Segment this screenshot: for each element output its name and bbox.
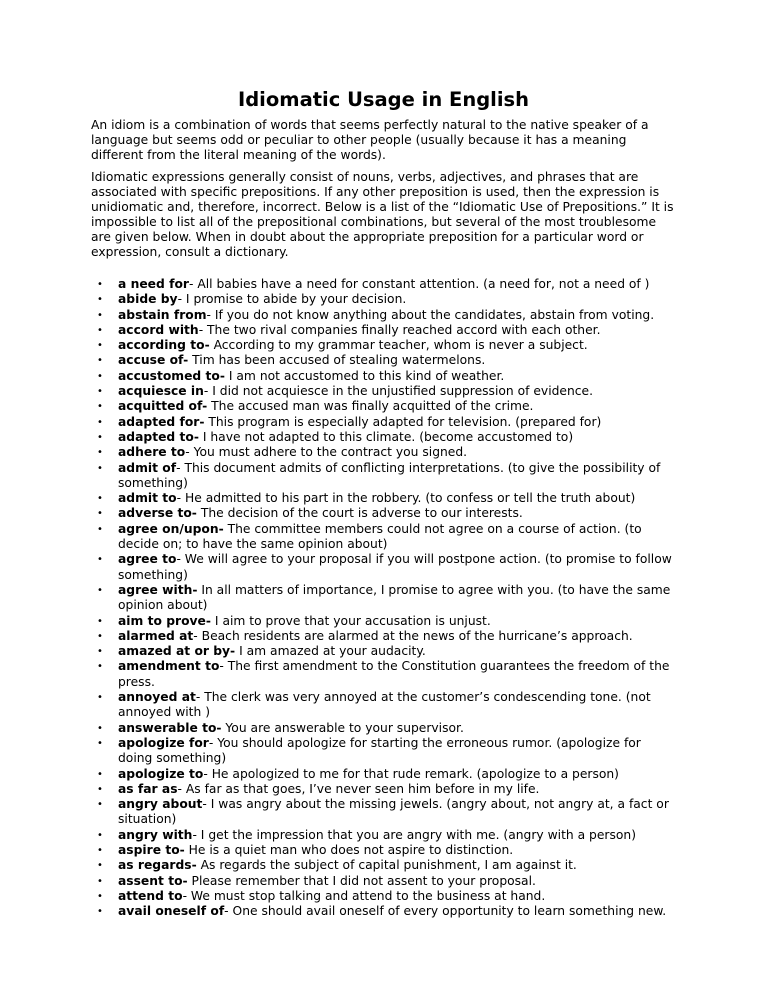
bullet-icon: •	[97, 386, 103, 398]
idiom-example: - As far as that goes, I’ve never seen him before in my life.	[177, 781, 540, 796]
list-item	[97, 735, 676, 767]
document-title: Idiomatic Usage in English	[237, 88, 530, 111]
idiom-example: - I was angry about the missing jewels. (angry about, not angry at, a fact or situation)	[118, 797, 669, 827]
idiom-example: - I promise to abide by your decision.	[177, 292, 407, 307]
list-item	[97, 781, 676, 797]
bullet-icon: •	[97, 584, 103, 596]
idiom-example: - He admitted to his part in the robbery. (to confess or tell the truth about)	[176, 491, 636, 506]
bullet-icon: •	[97, 646, 103, 658]
idiom-term: accuse of-	[118, 353, 189, 368]
list-item	[97, 628, 676, 644]
idiom-example: As regards the subject of capital punishment, I am against it.	[196, 858, 577, 873]
idiom-example: The decision of the court is adverse to our interests.	[196, 506, 523, 521]
list-item	[97, 888, 676, 904]
bullet-icon: •	[97, 508, 103, 520]
list-item	[97, 644, 676, 659]
bullet-icon: •	[97, 722, 103, 734]
bullet-icon: •	[97, 340, 103, 352]
idiom-term: acquitted of-	[118, 399, 208, 414]
list-item	[97, 842, 676, 858]
idiom-term: as regards-	[118, 858, 197, 873]
bullet-icon: •	[97, 294, 103, 306]
idiom-list	[91, 277, 676, 919]
list-item	[97, 720, 676, 736]
idiom-term: assent to-	[118, 873, 188, 888]
list-item	[97, 322, 676, 338]
bullet-icon: •	[97, 890, 103, 902]
list-item	[97, 690, 676, 721]
document-page	[91, 88, 676, 919]
list-item	[97, 338, 676, 353]
list-item	[97, 521, 676, 553]
idiom-example: I am amazed at your audacity.	[235, 644, 426, 659]
idiom-example: - He apologized to me for that rude remark. (apologize to a person)	[203, 766, 619, 781]
bullet-icon: •	[97, 799, 103, 811]
bullet-icon: •	[97, 630, 103, 642]
list-item	[97, 399, 676, 414]
list-item	[97, 491, 676, 506]
list-item	[97, 292, 676, 307]
idiom-term: adapted for-	[118, 414, 205, 429]
idiom-example: Tim has been accused of stealing watermelons.	[188, 353, 486, 368]
idiom-term: aspire to-	[118, 842, 185, 857]
idiom-term: abide by	[118, 292, 178, 307]
idiom-example: According to my grammar teacher, whom is never a subject.	[209, 338, 588, 353]
bullet-icon: •	[97, 783, 103, 795]
idiom-example: - The two rival companies finally reached accord with each other.	[198, 322, 601, 337]
idiom-example: - Beach residents are alarmed at the news of the hurricane’s approach.	[193, 628, 633, 643]
bullet-icon: •	[97, 370, 103, 382]
idiom-example: - We must stop talking and attend to the business at hand.	[182, 888, 546, 903]
idiom-term: answerable to-	[118, 720, 222, 735]
bullet-icon: •	[97, 416, 103, 428]
list-item	[97, 429, 676, 445]
list-item	[97, 659, 676, 690]
idiom-example: You are answerable to your supervisor.	[221, 720, 464, 735]
idiom-example: In all matters of importance, I promise to agree with you. (to have the same opinion about)	[118, 582, 671, 613]
idiom-term: according to-	[118, 338, 210, 353]
idiom-example: - I get the impression that you are angry with me. (angry with a person)	[192, 827, 636, 842]
idiom-term: abstain from	[118, 307, 207, 322]
intro-paragraph-1: An idiom is a combination of words that seems perfectly natural to the native speaker of a language but seems odd or peculiar to other people (usually because it has a meaning different from the literal meaning of the words).	[91, 118, 649, 162]
bullet-icon: •	[97, 401, 103, 413]
idiom-term: adverse to-	[118, 506, 197, 521]
list-item	[97, 414, 676, 430]
idiom-example: - We will agree to your proposal if you will postpone action. (to promise to follow something)	[118, 552, 672, 582]
idiom-example: - All babies have a need for constant attention. (a need for, not a need of )	[188, 277, 650, 291]
idiom-example: - You should apologize for starting the erroneous rumor. (apologize for doing something)	[118, 735, 641, 766]
idiom-term: avail oneself of	[118, 904, 225, 919]
intro-paragraph-2: Idiomatic expressions generally consist of nouns, verbs, adjectives, and phrases that are associated with specific prepositions. If any other preposition is used, then the expression is unidiomatic and, therefore, incorrect. Below is a list of the “Idiomatic Use of Prepositions.” It is impossible to list all of the prepositional combinations, but several of the most troublesome are given below. When in doubt about the appropriate preposition for a particular word or expression, consult a dictionary.	[91, 170, 674, 259]
idiom-example: - The clerk was very annoyed at the customer’s condescending tone. (not annoyed with )	[118, 690, 651, 720]
list-item	[97, 873, 676, 889]
bullet-icon: •	[97, 309, 103, 321]
idiom-example: - You must adhere to the contract you signed.	[185, 445, 468, 460]
idiom-term: agree on/upon-	[118, 521, 224, 536]
idiom-example: He is a quiet man who does not aspire to distinction.	[184, 842, 514, 857]
bullet-icon: •	[97, 554, 103, 566]
idiom-example: I aim to prove that your accusation is unjust.	[211, 613, 491, 628]
bullet-icon: •	[97, 431, 103, 443]
list-item	[97, 582, 676, 614]
bullet-icon: •	[97, 462, 103, 474]
list-item	[97, 858, 676, 873]
bullet-icon: •	[97, 768, 103, 780]
bullet-icon: •	[97, 493, 103, 505]
idiom-term: agree with-	[118, 582, 198, 597]
bullet-icon: •	[97, 737, 103, 749]
idiom-term: angry about	[118, 797, 203, 812]
bullet-icon: •	[97, 523, 103, 535]
idiom-example: Please remember that I did not assent to your proposal.	[187, 873, 536, 888]
list-item	[97, 368, 676, 384]
idiom-term: as far as	[118, 781, 178, 796]
idiom-term: amendment to	[118, 659, 220, 674]
idiom-term: apologize to	[118, 766, 204, 781]
idiom-term: acquiesce in	[118, 384, 204, 399]
idiom-term: a need for	[118, 277, 189, 291]
list-item	[97, 307, 676, 323]
list-item	[97, 445, 676, 460]
idiom-term: adapted to-	[118, 429, 199, 444]
list-item	[97, 552, 676, 583]
idiom-term: admit to	[118, 491, 177, 506]
list-item	[97, 277, 676, 292]
bullet-icon: •	[97, 355, 103, 367]
idiom-term: apologize for	[118, 735, 209, 750]
idiom-term: accord with	[118, 322, 199, 337]
bullet-icon: •	[97, 692, 103, 704]
idiom-term: accustomed to-	[118, 368, 225, 383]
list-item	[97, 904, 676, 919]
idiom-example: - One should avail oneself of every opportunity to learn something new.	[224, 904, 667, 919]
bullet-icon: •	[97, 844, 103, 856]
idiom-term: agree to	[118, 552, 177, 567]
list-item	[97, 766, 676, 782]
idiom-term: attend to	[118, 888, 183, 903]
list-item	[97, 353, 676, 368]
list-item	[97, 506, 676, 521]
idiom-example: The accused man was finally acquitted of the crime.	[207, 399, 534, 414]
bullet-icon: •	[97, 324, 103, 336]
idiom-example: - If you do not know anything about the candidates, abstain from voting.	[206, 307, 655, 322]
idiom-example: - I did not acquiesce in the unjustified suppression of evidence.	[203, 384, 594, 399]
bullet-icon: •	[97, 279, 103, 290]
bullet-icon: •	[97, 875, 103, 887]
bullet-icon: •	[97, 860, 103, 872]
list-item	[97, 384, 676, 399]
idiom-example: The committee members could not agree on a course of action. (to decide on; to have the same opinion about)	[118, 521, 642, 552]
idiom-term: aim to prove-	[118, 613, 211, 628]
bullet-icon: •	[97, 447, 103, 459]
idiom-example: I have not adapted to this climate. (become accustomed to)	[198, 429, 574, 444]
idiom-example: - The first amendment to the Constitution guarantees the freedom of the press.	[118, 659, 670, 689]
idiom-term: alarmed at	[118, 628, 194, 643]
list-item	[97, 797, 676, 828]
list-item	[97, 460, 676, 492]
list-item	[97, 613, 676, 629]
idiom-example: I am not accustomed to this kind of weather.	[224, 368, 505, 383]
bullet-icon: •	[97, 829, 103, 841]
idiom-term: angry with	[118, 827, 193, 842]
list-item	[97, 827, 676, 843]
bullet-icon: •	[97, 661, 103, 673]
idiom-term: admit of	[118, 460, 177, 475]
idiom-term: amazed at or by-	[118, 644, 236, 659]
idiom-example: This program is especially adapted for television. (prepared for)	[204, 414, 602, 429]
idiom-term: adhere to	[118, 445, 186, 460]
idiom-example: - This document admits of conflicting interpretations. (to give the possibility of something)	[118, 460, 661, 490]
bullet-icon: •	[97, 906, 103, 918]
idiom-term: annoyed at	[118, 690, 196, 705]
bullet-icon: •	[97, 615, 103, 627]
